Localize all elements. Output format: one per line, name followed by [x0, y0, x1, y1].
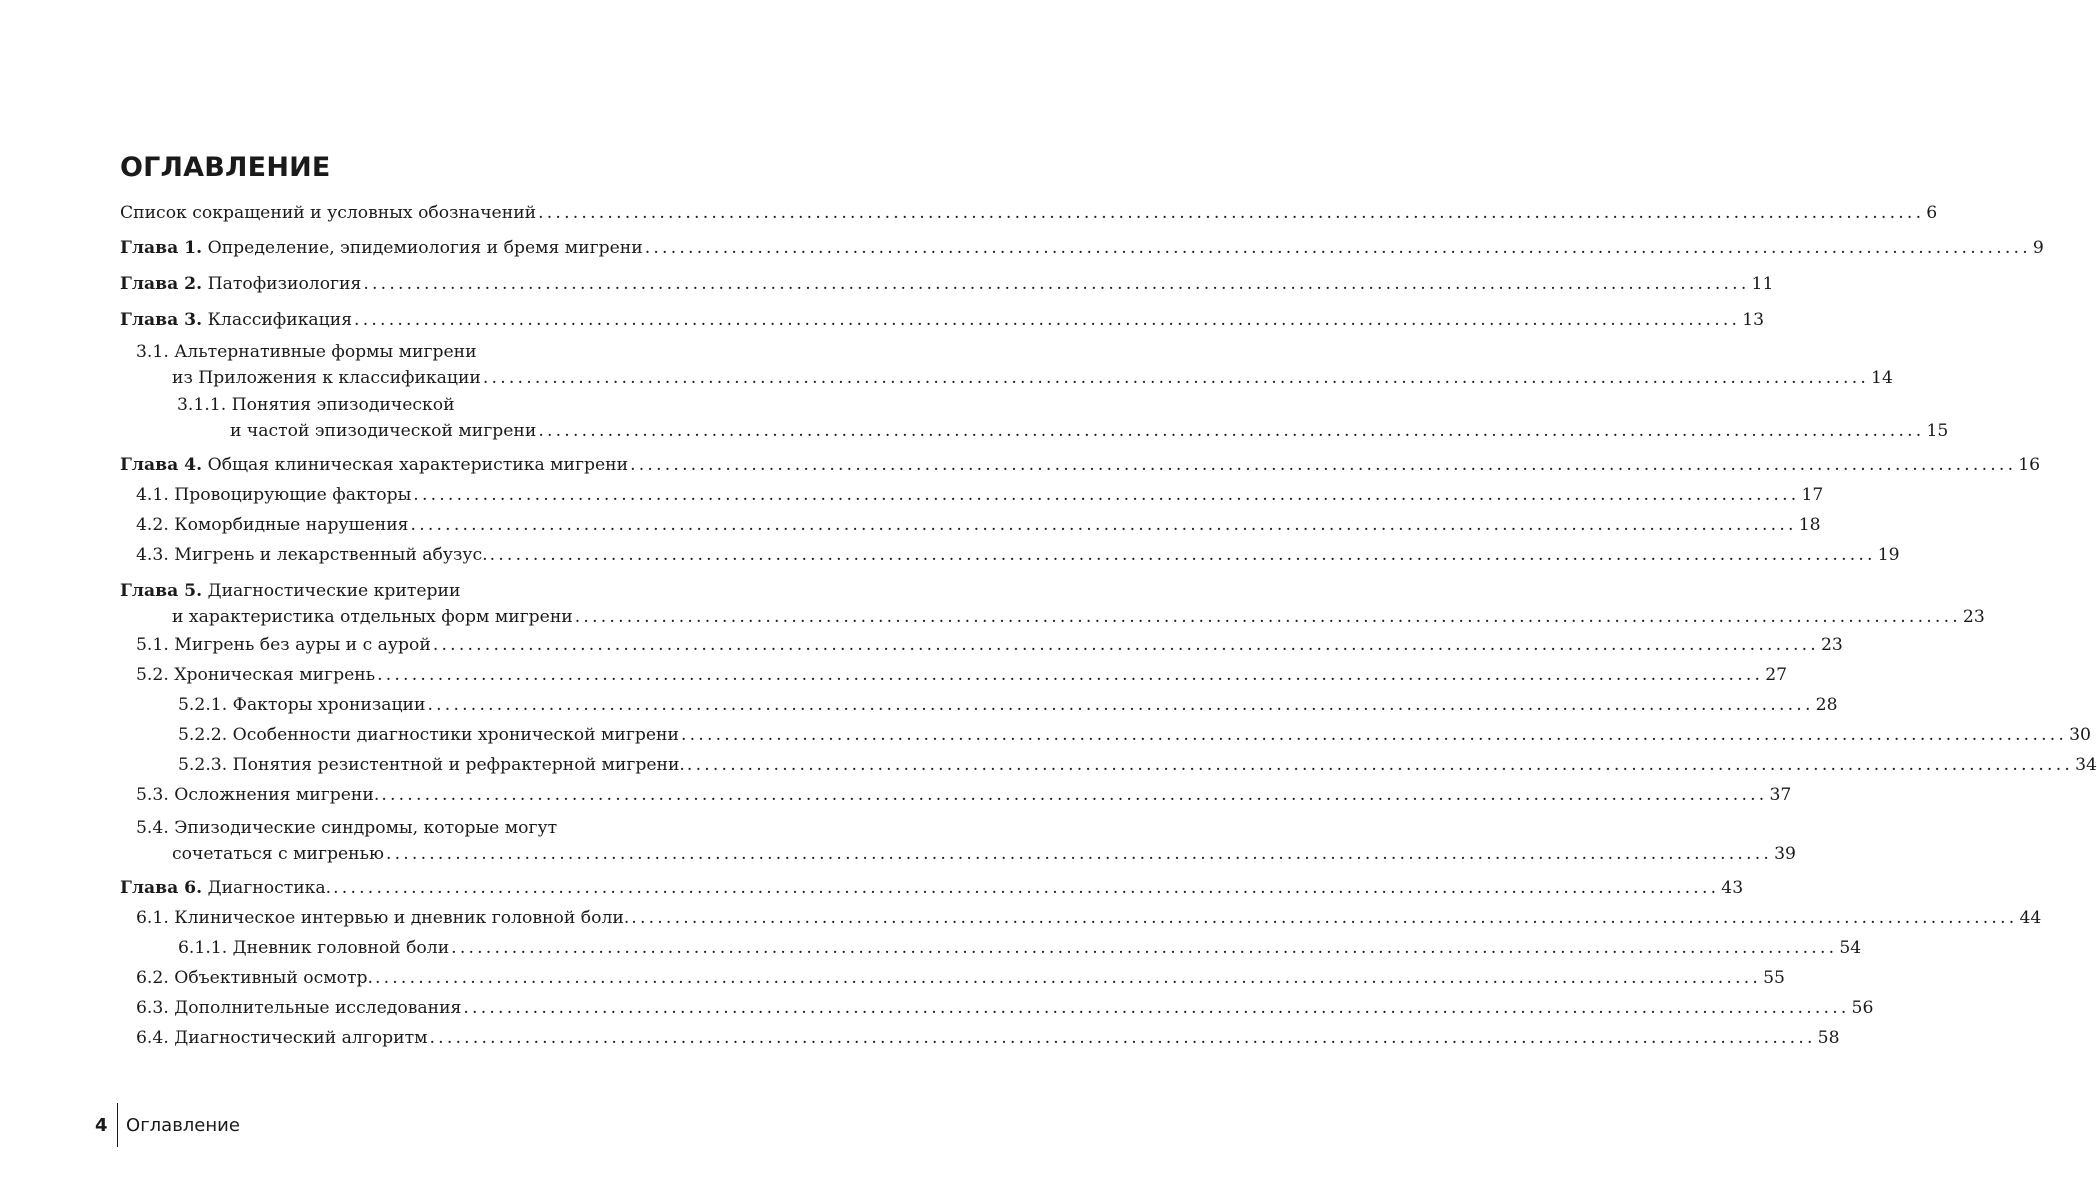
page-number: 34	[2075, 755, 2097, 775]
toc-entry-row	[120, 662, 1788, 688]
toc-entry-row	[120, 365, 1893, 391]
leader-dots: ................................................................................................................................................................	[374, 968, 1762, 988]
entry-label	[136, 632, 431, 658]
entry-label	[178, 752, 685, 778]
leader-dots: ................................................................................................................................................................	[686, 755, 2074, 775]
section-number: 4.1.	[136, 485, 169, 505]
toc-section-entry[interactable]	[120, 482, 1824, 508]
toc-entry-row	[120, 235, 2044, 261]
page-number: 23	[1820, 635, 1843, 655]
page-number: 28	[1815, 695, 1838, 715]
leader-dots: ................................................................................................................................................................	[680, 725, 2068, 745]
section-number: 6.1.1.	[178, 938, 228, 958]
page-number: 16	[2018, 455, 2041, 475]
entry-title: Особенности диагностики хронической мигрени	[232, 725, 679, 745]
entry-label	[136, 905, 629, 931]
chapter-number: Глава 5.	[120, 581, 203, 601]
leader-dots: ................................................................................................................................................................	[413, 485, 1800, 505]
toc-entry-row	[120, 692, 1838, 718]
entry-title: Объективный осмотр.	[174, 968, 373, 988]
page-number: 15	[1926, 421, 1949, 441]
section-number: 5.2.2.	[178, 725, 228, 745]
toc-entry-row	[120, 271, 1774, 297]
leader-dots: ................................................................................................................................................................	[410, 515, 1797, 535]
entry-title: Понятия резистентной и рефрактерной мигрени.	[232, 755, 685, 775]
toc-entry-row	[120, 452, 2041, 478]
toc-section-entry[interactable]	[120, 905, 2042, 931]
toc-section-entry[interactable]	[120, 662, 1788, 688]
entry-title: Осложнения мигрени.	[174, 785, 380, 805]
leader-dots: ................................................................................................................................................................	[538, 421, 1925, 441]
section-number: 4.2.	[136, 515, 169, 535]
toc-chapter-entry[interactable]	[120, 307, 1765, 333]
entry-label	[136, 482, 411, 508]
entry-title: и частой эпизодической мигрени	[230, 421, 537, 441]
entry-label	[136, 818, 557, 838]
section-number: 6.2.	[136, 968, 169, 988]
page-number: 30	[2069, 725, 2091, 745]
entry-title: и характеристика отдельных форм мигрени	[172, 607, 573, 627]
section-number: 6.3.	[136, 998, 169, 1018]
entry-title: Мигрень без ауры и с аурой	[174, 635, 431, 655]
section-number: 6.4.	[136, 1028, 169, 1048]
section-number: 5.3.	[136, 785, 169, 805]
toc-section-entry[interactable]	[120, 632, 1843, 658]
page-number: 6	[1926, 203, 1938, 223]
toc-chapter-entry[interactable]	[120, 235, 2044, 261]
toc-section-entry[interactable]	[120, 339, 1893, 391]
entry-title: Дневник головной боли	[232, 938, 450, 958]
page-number: 44	[2019, 908, 2042, 928]
toc-chapter-entry[interactable]	[120, 452, 2041, 478]
page-number: 18	[1798, 515, 1821, 535]
chapter-number: Глава 1.	[120, 238, 203, 258]
section-number: 4.3.	[136, 545, 169, 565]
toc-section-entry[interactable]	[120, 1025, 1840, 1051]
footer-page-number: 4	[95, 1114, 108, 1136]
leader-dots: ................................................................................................................................................................	[482, 368, 1870, 388]
entry-label	[136, 512, 409, 538]
toc-entry-line	[120, 339, 790, 365]
entry-label	[136, 542, 488, 568]
entry-title: Диагностика.	[207, 878, 332, 898]
section-number: 6.1.	[136, 908, 169, 928]
page-number: 27	[1765, 665, 1788, 685]
toc-entry-row	[120, 632, 1843, 658]
toc-entry-row	[120, 542, 1900, 568]
page-number: 56	[1851, 998, 1874, 1018]
leader-dots: ................................................................................................................................................................	[538, 203, 1925, 223]
page-number: 54	[1839, 938, 1862, 958]
toc-section-entry[interactable]	[120, 965, 1785, 991]
entry-title: Определение, эпидемиология и бремя мигрени	[207, 238, 643, 258]
toc-entry-row	[120, 752, 2097, 778]
section-number: 5.1.	[136, 635, 169, 655]
leader-dots: ................................................................................................................................................................	[644, 238, 2031, 258]
entry-label	[172, 365, 481, 391]
leader-dots: ................................................................................................................................................................	[354, 310, 1741, 330]
entry-label	[178, 722, 679, 748]
page-number: 17	[1801, 485, 1824, 505]
leader-dots: ................................................................................................................................................................	[429, 1028, 1816, 1048]
leader-dots: ................................................................................................................................................................	[574, 607, 1961, 627]
leader-dots: ................................................................................................................................................................	[385, 844, 1773, 864]
leader-dots: ................................................................................................................................................................	[427, 695, 1814, 715]
entry-label	[172, 604, 573, 630]
toc-section-entry[interactable]	[120, 692, 1838, 718]
toc-chapter-entry[interactable]	[120, 578, 1985, 630]
toc-entry-row	[120, 782, 1792, 808]
entry-label	[120, 307, 352, 333]
entry-label	[136, 1025, 428, 1051]
chapter-number: Глава 2.	[120, 274, 203, 294]
leader-dots: ................................................................................................................................................................	[333, 878, 1720, 898]
toc-section-entry[interactable]	[120, 752, 2097, 778]
toc-entry-row	[120, 841, 1796, 867]
toc-section-entry[interactable]	[120, 782, 1792, 808]
entry-label	[178, 692, 425, 718]
entry-title: Патофизиология	[207, 274, 362, 294]
section-number: 3.1.	[136, 342, 169, 362]
section-number: 5.2.1.	[178, 695, 228, 715]
toc-entry-row	[120, 722, 2091, 748]
toc-heading: ОГЛАВЛЕНИЕ	[120, 152, 331, 183]
toc-chapter-entry[interactable]	[120, 271, 1774, 297]
entry-title: Общая клиническая характеристика мигрени	[207, 455, 629, 475]
page-number: 23	[1962, 607, 1985, 627]
leader-dots: ................................................................................................................................................................	[631, 908, 2018, 928]
entry-label	[120, 581, 460, 601]
leader-dots: ................................................................................................................................................................	[630, 455, 2017, 475]
toc-entry-row	[120, 482, 1824, 508]
toc-entry-row	[120, 905, 2042, 931]
entry-title: Коморбидные нарушения	[174, 515, 409, 535]
entry-title: Диагностические критерии	[207, 581, 461, 601]
toc-entry-row	[120, 1025, 1840, 1051]
entry-label	[136, 342, 477, 362]
toc-section-entry[interactable]	[120, 935, 1862, 961]
toc-entry-line	[120, 578, 790, 604]
toc-entry-row	[120, 875, 1744, 901]
section-number: 3.1.1.	[177, 395, 227, 415]
page-number: 39	[1774, 844, 1796, 864]
entry-label	[136, 662, 375, 688]
toc-entry-line	[120, 392, 790, 418]
chapter-number: Глава 4.	[120, 455, 203, 475]
entry-label	[120, 452, 628, 478]
leader-dots: ................................................................................................................................................................	[432, 635, 1819, 655]
page-number: 11	[1751, 274, 1774, 294]
toc-entry-row	[120, 604, 1985, 630]
entry-title: Понятия эпизодической	[231, 395, 455, 415]
page-number: 55	[1763, 968, 1785, 988]
section-number: 5.2.3.	[178, 755, 228, 775]
entry-title: Клиническое интервью и дневник головной боли.	[174, 908, 630, 928]
entry-label	[120, 200, 536, 226]
entry-label	[177, 395, 455, 415]
toc-section-entry[interactable]	[120, 542, 1900, 568]
toc-section-entry[interactable]	[120, 512, 1821, 538]
page-number: 19	[1877, 545, 1900, 565]
entry-title: Мигрень и лекарственный абузус.	[174, 545, 488, 565]
toc-entry-row	[120, 935, 1862, 961]
page-number: 9	[2032, 238, 2044, 258]
toc-entry-row	[120, 200, 1938, 226]
toc-section-entry[interactable]	[120, 995, 1874, 1021]
entry-title: сочетаться с мигренью	[172, 844, 384, 864]
page-number: 14	[1871, 368, 1893, 388]
entry-title: Список сокращений и условных обозначений	[120, 203, 537, 223]
chapter-number: Глава 3.	[120, 310, 203, 330]
entry-title: Диагностический алгоритм	[174, 1028, 428, 1048]
entry-label	[172, 841, 384, 867]
toc-entry[interactable]	[120, 200, 1938, 226]
entry-label	[120, 875, 331, 901]
entry-title: Дополнительные исследования	[174, 998, 462, 1018]
toc-entry-row	[120, 512, 1821, 538]
leader-dots: ................................................................................................................................................................	[381, 785, 1768, 805]
entry-title: Классификация	[207, 310, 353, 330]
page-number: 43	[1721, 878, 1744, 898]
entry-title: Провоцирующие факторы	[174, 485, 412, 505]
leader-dots: ................................................................................................................................................................	[463, 998, 1850, 1018]
entry-title: из Приложения к классификации	[172, 368, 481, 388]
toc-entry-row	[120, 965, 1785, 991]
entry-title: Хроническая мигрень	[174, 665, 376, 685]
footer-section-title: Оглавление	[126, 1114, 240, 1136]
entry-label	[136, 782, 379, 808]
page-number: 37	[1769, 785, 1792, 805]
toc-chapter-entry[interactable]	[120, 875, 1744, 901]
leader-dots: ................................................................................................................................................................	[489, 545, 1876, 565]
toc-entry-line	[120, 815, 790, 841]
page-number: 58	[1817, 1028, 1840, 1048]
entry-label	[136, 995, 461, 1021]
entry-label	[136, 965, 373, 991]
toc-entry-row	[120, 995, 1874, 1021]
section-number: 5.2.	[136, 665, 169, 685]
entry-label	[230, 418, 536, 444]
section-number: 5.4.	[136, 818, 169, 838]
page-number: 13	[1742, 310, 1765, 330]
leader-dots: ................................................................................................................................................................	[377, 665, 1764, 685]
toc-entry-row	[120, 418, 1949, 444]
toc-section-entry[interactable]	[120, 815, 1796, 867]
chapter-number: Глава 6.	[120, 878, 203, 898]
toc-section-entry[interactable]	[120, 722, 2091, 748]
entry-title: Альтернативные формы мигрени	[174, 342, 477, 362]
entry-title: Факторы хронизации	[232, 695, 426, 715]
toc-section-entry[interactable]	[120, 392, 1949, 444]
toc-entry-row	[120, 307, 1765, 333]
entry-label	[120, 271, 361, 297]
entry-label	[120, 235, 643, 261]
page-footer	[95, 1103, 240, 1147]
entry-title: Эпизодические синдромы, которые могут	[174, 818, 558, 838]
entry-label	[178, 935, 449, 961]
leader-dots: ................................................................................................................................................................	[451, 938, 1838, 958]
leader-dots: ................................................................................................................................................................	[363, 274, 1750, 294]
